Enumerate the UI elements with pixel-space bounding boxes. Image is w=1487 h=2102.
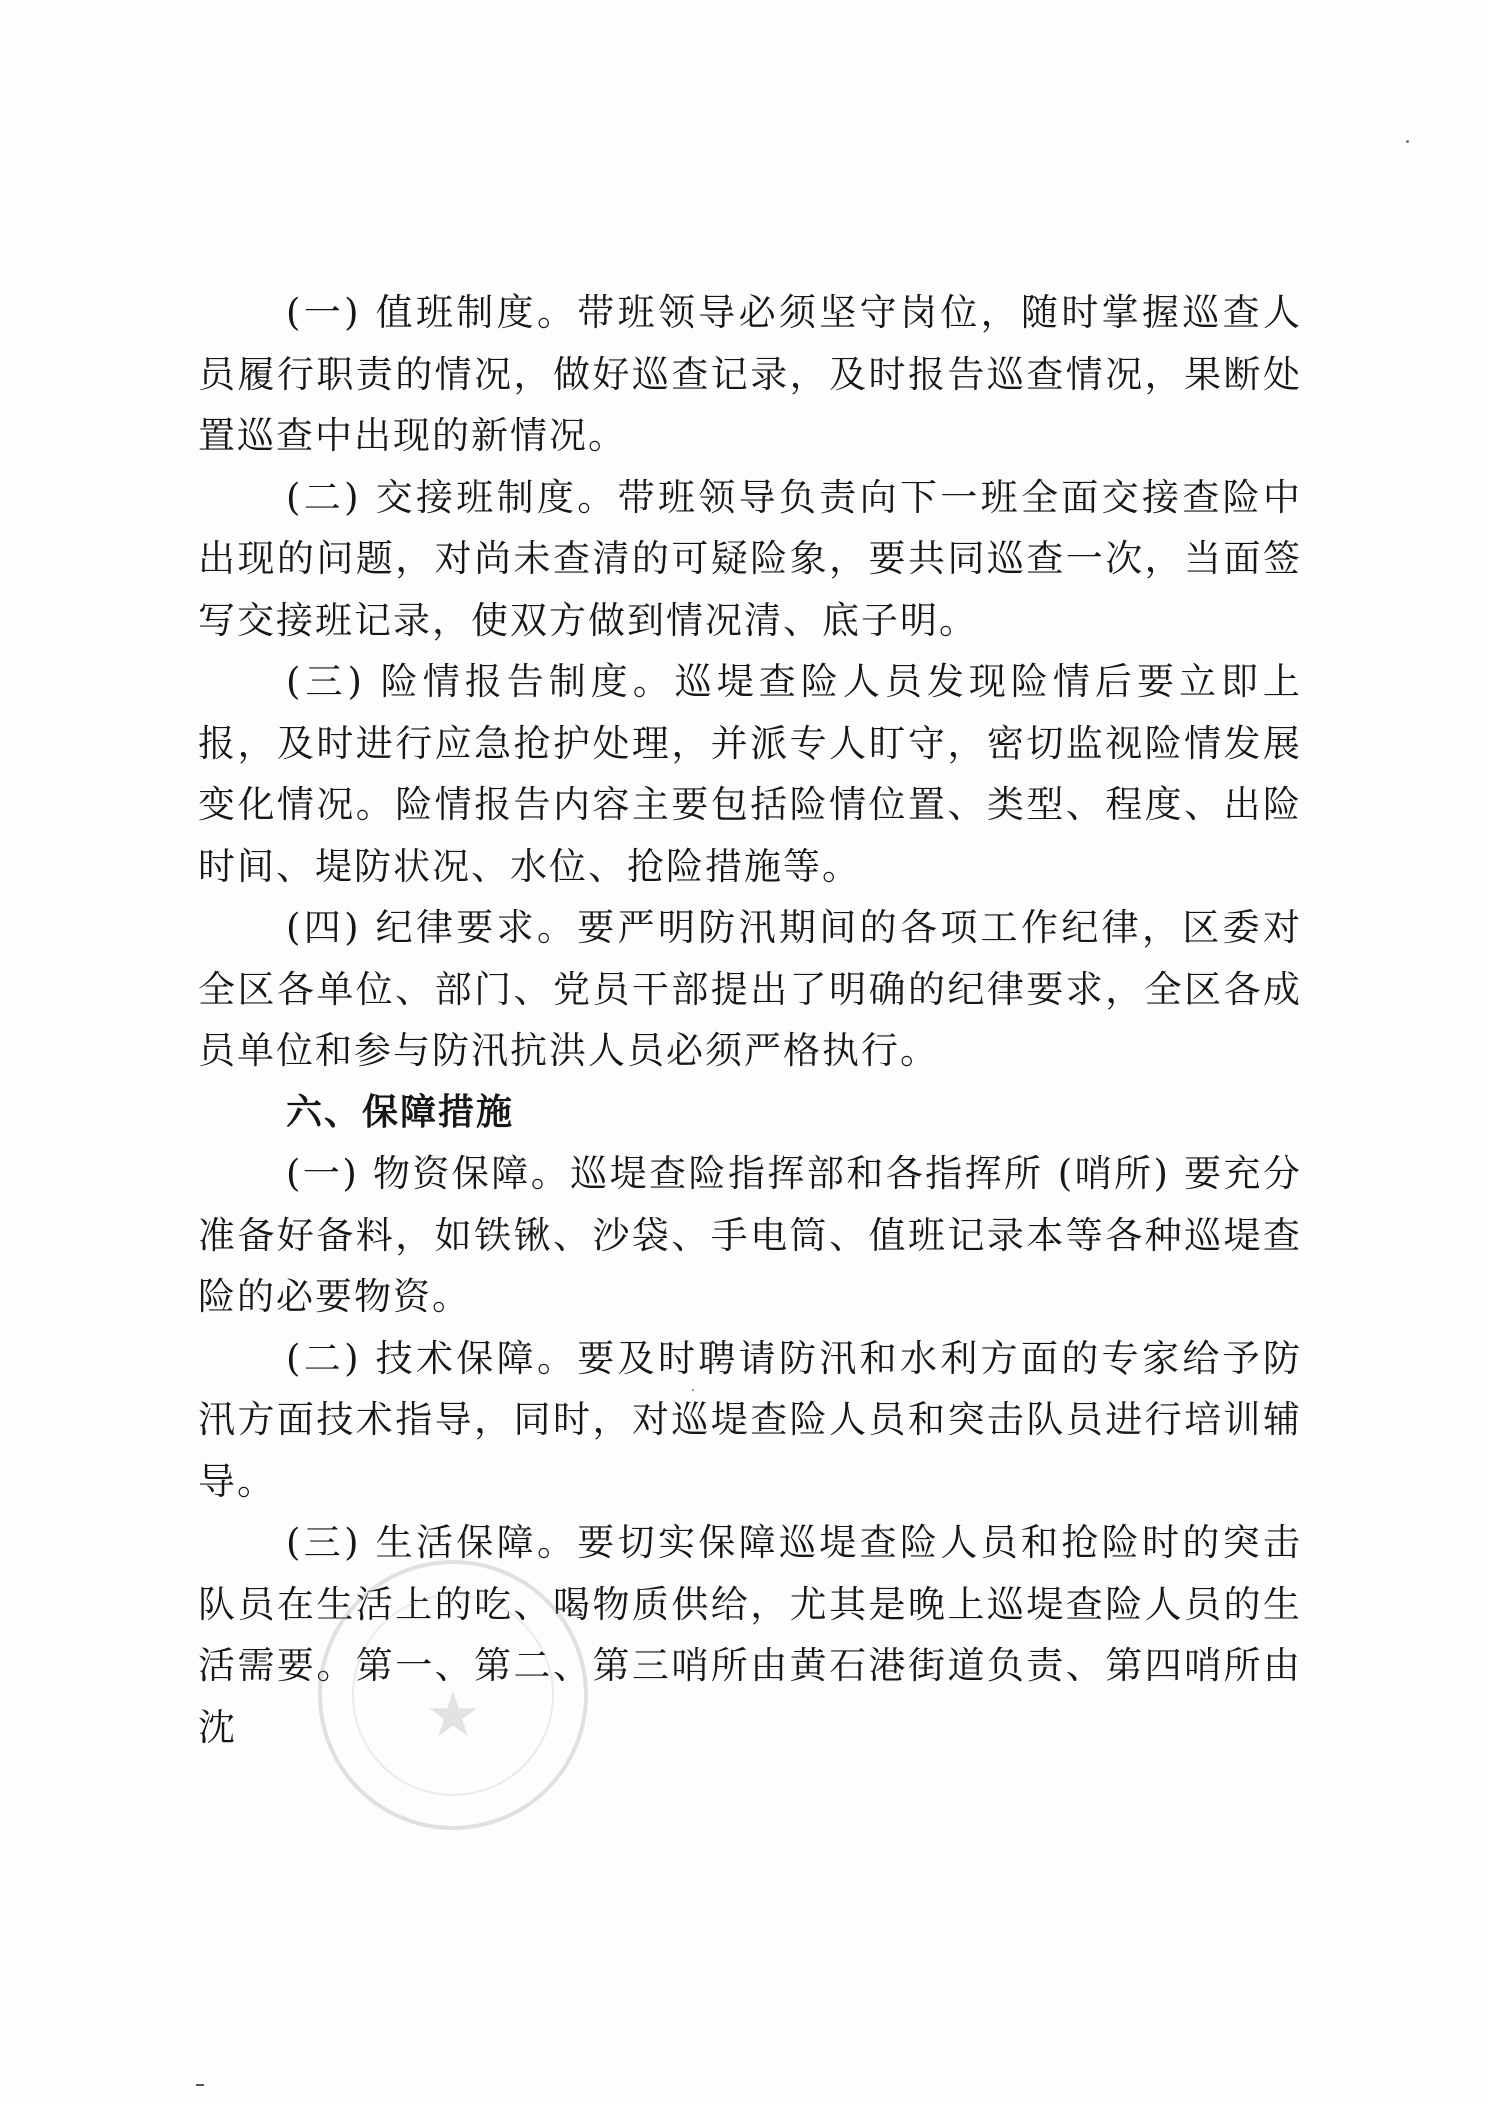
scan-speck [692, 1389, 694, 1391]
paragraph-discipline: (四) 纪律要求。要严明防汛期间的各项工作纪律，区委对全区各单位、部门、党员干部提出了明确的纪律要求，全区各成员单位和参与防汛抗洪人员必须严格执行。 [198, 906, 1302, 1072]
document-body [198, 282, 1302, 1758]
scan-edge-mark [196, 2084, 204, 2086]
paragraph-shift-handover: (二) 交接班制度。带班领导负责向下一班全面交接查险中出现的问题，对尚未查清的可疑险象，要共同巡查一次，当面签写交接班记录，使双方做到情况清、底子明。 [198, 475, 1302, 642]
scan-speck [1406, 140, 1409, 143]
paragraph-hazard-report: (三) 险情报告制度。巡堤查险人员发现险情后要立即上报，及时进行应急抢护处理，并派专人盯守，密切监视险情发展变化情况。险情报告内容主要包括险情位置、类型、程度、出险时间、堤防状况、水位、抢险措施等。 [198, 660, 1302, 888]
seal-inner-ring [352, 1594, 554, 1796]
paragraph-living-support: (三) 生活保障。要切实保障巡堤查险人员和抢险时的突击队员在生活上的吃、喝物质供给，尤其是晚上巡堤查险人员的生活需要。第一、第二、第三哨所由黄石港街道负责、第四哨所由沈 [198, 1521, 1302, 1749]
paragraph-duty-system: (一) 值班制度。带班领导必须坚守岗位，随时掌握巡查人员履行职责的情况，做好巡查记录，及时报告巡查情况，果断处置巡查中出现的新情况。 [198, 291, 1302, 457]
seal-star-icon: ★ [425, 1678, 481, 1751]
official-seal [318, 1560, 588, 1830]
paragraph-material-support: (一) 物资保障。巡堤查险指挥部和各指挥所 (哨所) 要充分准备好备料，如铁锹、沙袋、手电筒、值班记录本等各种巡堤查险的必要物资。 [198, 1152, 1302, 1318]
paragraph-technical-support: (二) 技术保障。要及时聘请防汛和水利方面的专家给予防汛方面技术指导，同时，对巡堤查险人员和突击队员进行培训辅导。 [198, 1336, 1302, 1503]
section-heading: 六、保障措施 [286, 1091, 515, 1133]
